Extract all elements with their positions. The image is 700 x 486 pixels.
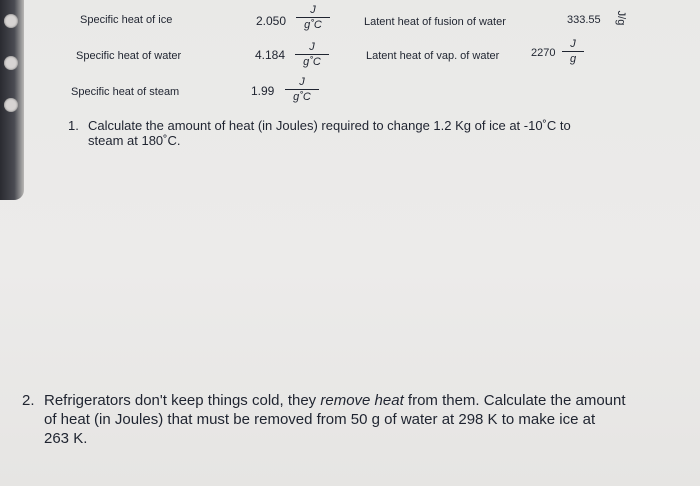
steam-label: Specific heat of steam bbox=[71, 86, 180, 98]
fraction-bar bbox=[296, 17, 330, 18]
unit-denominator: g˚C bbox=[304, 19, 322, 31]
unit-numerator: J bbox=[299, 76, 305, 88]
steam-unit bbox=[283, 76, 321, 103]
question-2-line-3: 263 K. bbox=[44, 430, 88, 447]
question-number: 2. bbox=[22, 392, 35, 409]
unit-numerator: J bbox=[309, 41, 315, 53]
question-1 bbox=[68, 118, 571, 148]
unit-denominator: g˚C bbox=[303, 56, 321, 68]
fusion-label: Latent heat of fusion of water bbox=[364, 16, 506, 28]
ice-value: 2.050 bbox=[256, 14, 287, 28]
binder-hole bbox=[4, 98, 18, 112]
vap-value: 2270 bbox=[531, 47, 556, 59]
fraction-bar bbox=[285, 89, 319, 90]
unit-numerator: J bbox=[570, 38, 576, 50]
steam-value: 1.99 bbox=[251, 84, 275, 98]
vap-unit bbox=[560, 38, 586, 65]
ice-unit bbox=[294, 4, 332, 31]
fraction-bar bbox=[562, 51, 584, 52]
question-2-text-b: from them. Calculate the amount bbox=[403, 392, 626, 409]
question-2-line-2: of heat (in Joules) that must be removed from 50 g of water at 298 K to make ice at bbox=[44, 411, 596, 428]
question-1-line-1: Calculate the amount of heat (in Joules) required to change 1.2 Kg of ice at -10˚C to bbox=[88, 118, 571, 133]
question-2 bbox=[22, 392, 626, 447]
unit-numerator: J bbox=[310, 4, 316, 16]
binder-edge bbox=[0, 0, 24, 200]
water-label: Specific heat of water bbox=[76, 50, 182, 62]
water-value: 4.184 bbox=[255, 48, 286, 62]
fusion-unit-rotated: J/g bbox=[615, 10, 627, 26]
unit-denominator: g˚C bbox=[293, 91, 311, 103]
question-2-emphasis: remove heat bbox=[320, 392, 404, 409]
binder-hole bbox=[4, 56, 18, 70]
question-number: 1. bbox=[68, 118, 79, 133]
ice-label: Specific heat of ice bbox=[80, 14, 173, 26]
fusion-value: 333.55 bbox=[567, 14, 601, 26]
question-2-line-1 bbox=[44, 392, 626, 410]
question-2-text-a: Refrigerators don't keep things cold, they bbox=[44, 392, 321, 409]
unit-denominator: g bbox=[569, 53, 577, 65]
binder-hole bbox=[4, 14, 18, 28]
fraction-bar bbox=[295, 54, 329, 55]
question-1-line-2: steam at 180˚C. bbox=[88, 133, 181, 148]
water-unit bbox=[293, 41, 331, 68]
vap-label: Latent heat of vap. of water bbox=[366, 50, 500, 62]
